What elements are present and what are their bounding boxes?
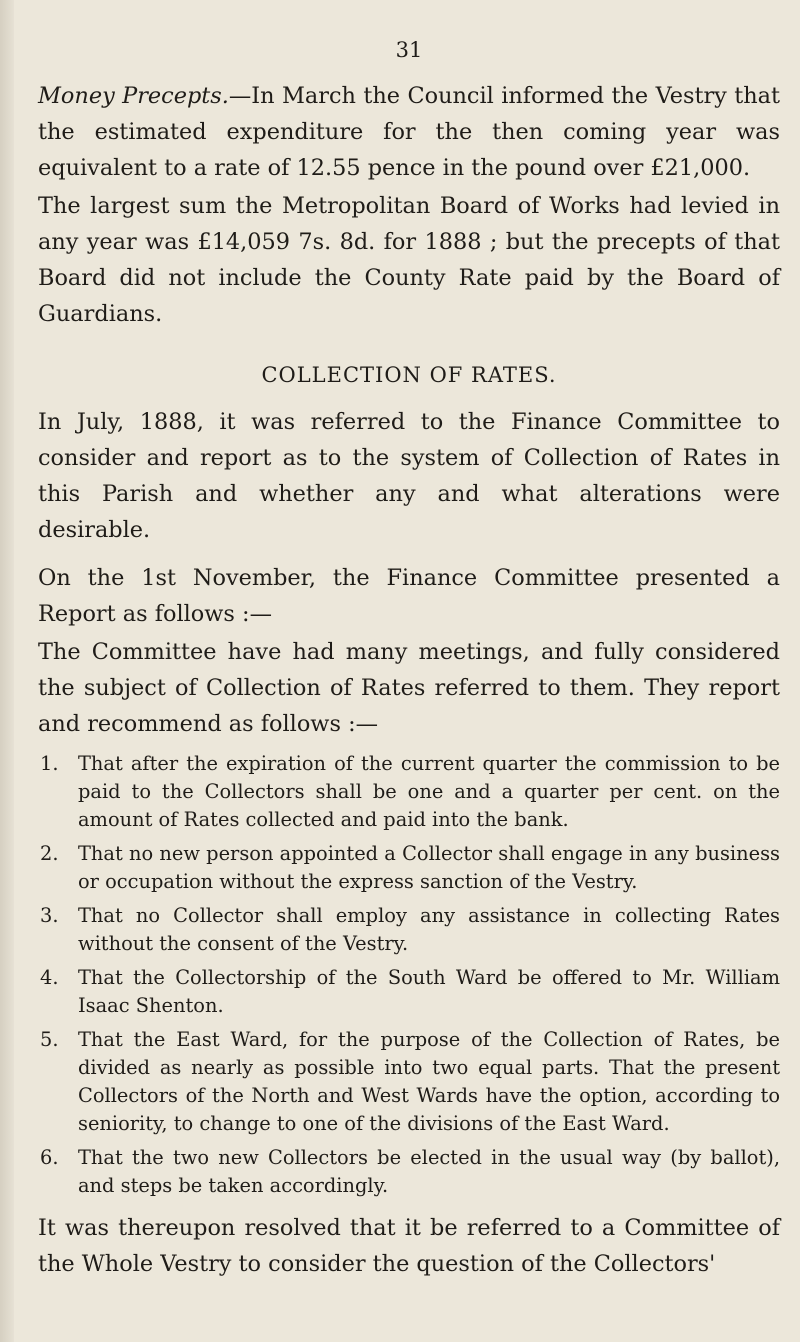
committee-statement-paragraph: The Committee have had many meetings, and fully considered the subject of Collection of Rates referred to them. They report and recommend as follows :— xyxy=(38,639,780,737)
recommendation-text: That the Collectorship of the South Ward be offered to Mr. William Isaac Shenton. xyxy=(78,966,780,1017)
recommendation-number: 2. xyxy=(40,842,59,865)
money-precepts-paragraph xyxy=(38,78,780,186)
recommendation-text: That no Collector shall employ any assistance in collecting Rates without the consent of the Vestry. xyxy=(78,904,780,955)
recommendation-number: 3. xyxy=(40,904,59,927)
recommendation-item xyxy=(38,1026,780,1138)
recommendation-number: 1. xyxy=(40,752,59,775)
section-heading: COLLECTION OF RATES. xyxy=(261,363,557,387)
recommendation-number: 4. xyxy=(40,966,59,989)
november-report-paragraph: On the 1st November, the Finance Committee presented a Report as follows :— xyxy=(38,565,780,627)
recommendation-item xyxy=(38,840,780,896)
recommendation-item xyxy=(38,750,780,834)
metropolitan-board-paragraph: The largest sum the Metropolitan Board of Works had levied in any year was £14,059 7s. 8d. for 1888 ; but the precepts of that Board did not include the County Rate paid by the Board of Guardians. xyxy=(38,193,780,327)
recommendations-list xyxy=(38,750,780,1200)
money-precepts-lead-in: Money Precepts. xyxy=(38,83,229,109)
recommendation-text: That the East Ward, for the purpose of the Collection of Rates, be divided as nearly as possible into two equal parts. That the present Collectors of the North and West Wards have the option, according to seniority, to change to one of the divisions of the East Ward. xyxy=(78,1028,780,1135)
money-precepts-text: —In March the Council informed the Vestry that the estimated expenditure for the then coming year was equivalent to a rate of 12.55 pence in the pound over £21,000. xyxy=(38,83,780,181)
recommendation-item xyxy=(38,902,780,958)
recommendation-text: That no new person appointed a Collector shall engage in any business or occupation without the express sanction of the Vestry. xyxy=(78,842,780,893)
resolution-paragraph: It was thereupon resolved that it be referred to a Committee of the Whole Vestry to consider the question of the Collectors' xyxy=(38,1215,780,1277)
recommendation-text: That the two new Collectors be elected in the usual way (by ballot), and steps be taken accordingly. xyxy=(78,1146,780,1197)
recommendation-number: 5. xyxy=(40,1028,59,1051)
recommendation-text: That after the expiration of the current quarter the commission to be paid to the Collectors shall be one and a quarter per cent. on the amount of Rates collected and paid into the bank. xyxy=(78,752,780,831)
page-binding-edge xyxy=(0,0,14,1342)
document-page xyxy=(38,38,780,1284)
recommendation-number: 6. xyxy=(40,1146,59,1169)
recommendation-item xyxy=(38,1144,780,1200)
recommendation-item xyxy=(38,964,780,1020)
page-number: 31 xyxy=(395,38,423,62)
july-referral-paragraph: In July, 1888, it was referred to the Finance Committee to consider and report as to the system of Collection of Rates in this Parish and whether any and what alterations were desirable. xyxy=(38,409,780,543)
